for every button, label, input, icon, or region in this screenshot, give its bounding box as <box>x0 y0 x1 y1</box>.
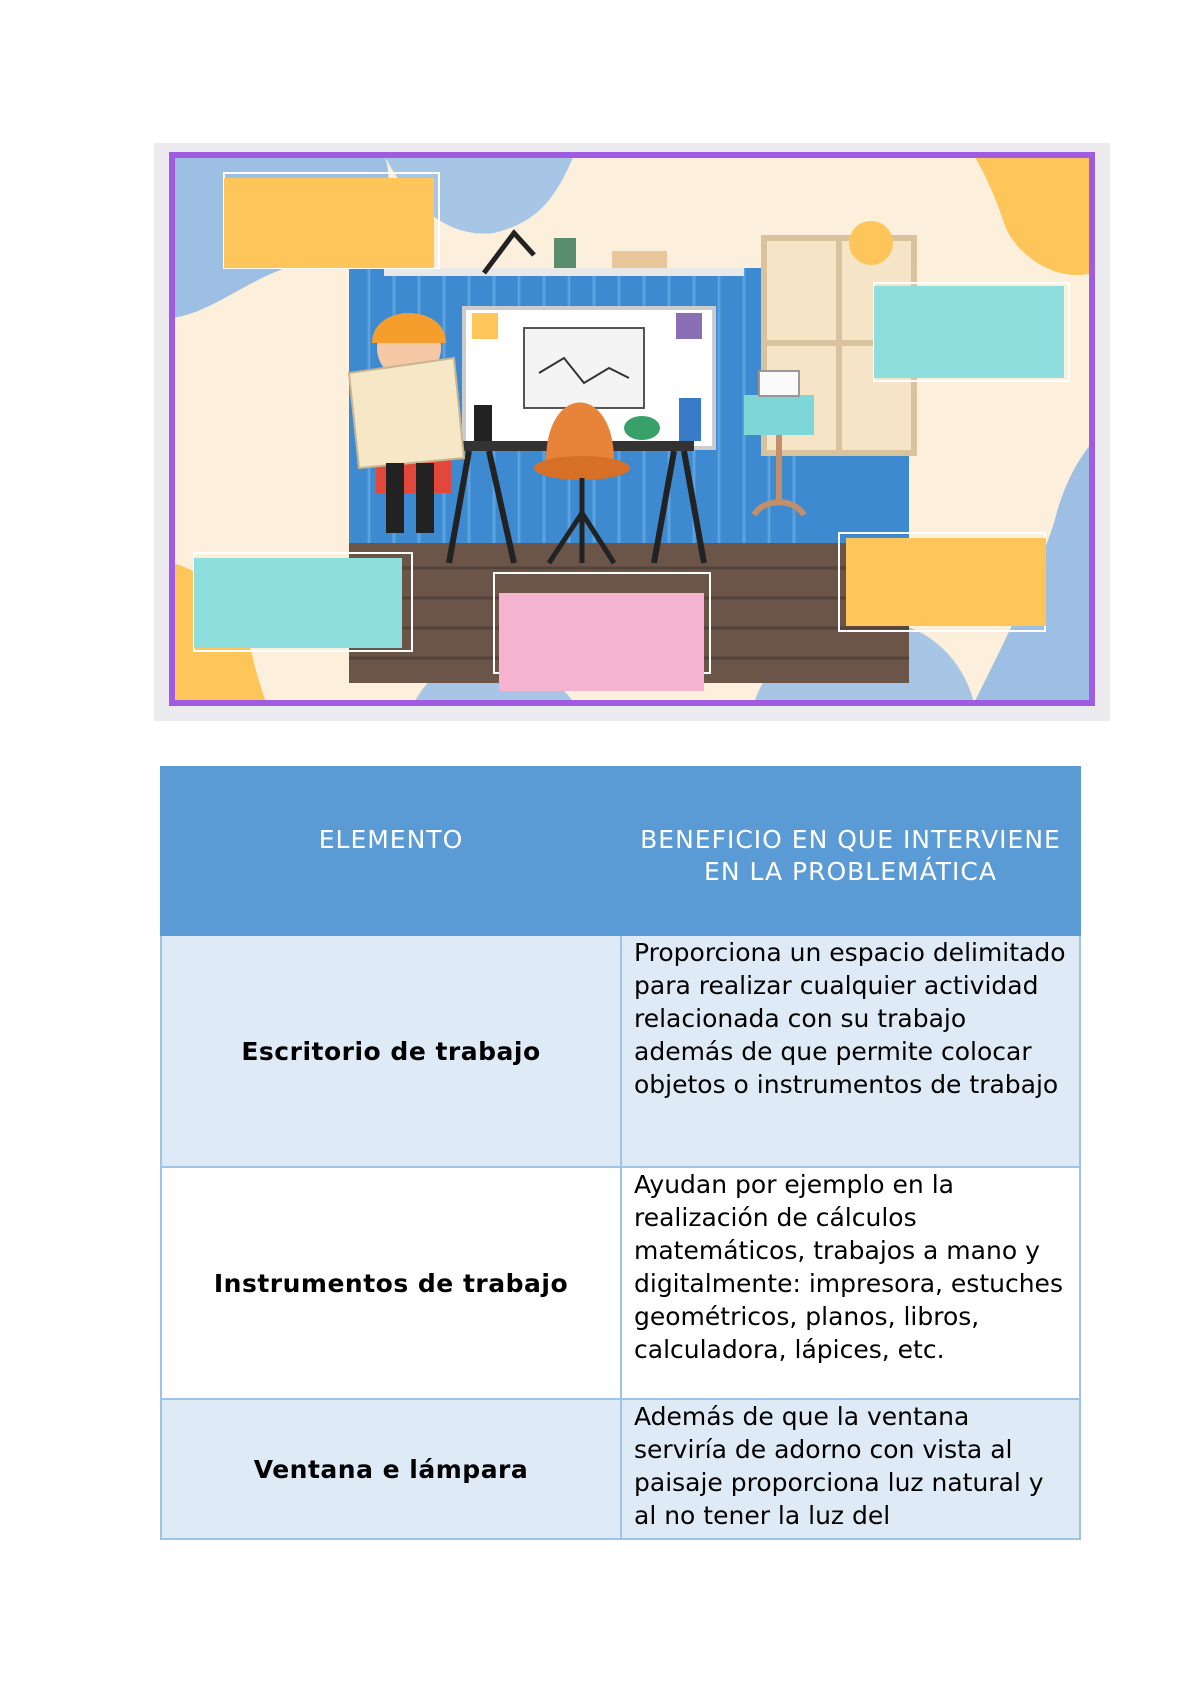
benefit-cell: Además de que la ventana serviría de adorno con vista al paisaje proporciona luz natural y al no tener la luz del <box>621 1399 1080 1539</box>
illustration-frame <box>154 143 1110 721</box>
office-workspace-illustration <box>154 143 1110 721</box>
shelf <box>384 268 744 276</box>
table-row <box>161 1399 1080 1539</box>
plant-pot-icon <box>554 238 576 268</box>
callout-box-pink-bottom <box>499 593 704 691</box>
callout-box-yellow-top <box>224 178 434 268</box>
callout-box-cyan-right <box>874 286 1064 378</box>
element-cell: Instrumentos de trabajo <box>161 1167 621 1399</box>
benefit-cell: Ayudan por ejemplo en la realización de cálculos matemáticos, trabajos a mano y digitalmente: impresora, estuches geométricos, planos, libros, calculadora, lápices, etc. <box>621 1167 1080 1399</box>
telephone-icon <box>624 416 660 440</box>
blueprint-paper-icon <box>349 358 464 468</box>
benefits-table <box>160 766 1081 1540</box>
book-icon <box>679 398 701 441</box>
table-row <box>161 935 1080 1167</box>
books-icon <box>612 251 667 268</box>
header-element: ELEMENTO <box>161 767 621 935</box>
element-cell: Ventana e lámpara <box>161 1399 621 1539</box>
phone-icon <box>474 405 492 441</box>
callout-box-cyan-bottom-left <box>194 558 402 648</box>
callout-box-yellow-bottom-right <box>846 538 1046 626</box>
element-cell: Escritorio de trabajo <box>161 935 621 1167</box>
header-benefit: BENEFICIO EN QUE INTERVIENE EN LA PROBLEMÁTICA <box>621 767 1080 935</box>
printer-icon <box>744 395 814 435</box>
table-header-row <box>161 767 1080 935</box>
table-row <box>161 1167 1080 1399</box>
benefit-cell: Proporciona un espacio delimitado para realizar cualquier actividad relacionada con su trabajo además de que permite colocar objetos o instrumentos de trabajo <box>621 935 1080 1167</box>
sun-icon <box>849 221 893 265</box>
